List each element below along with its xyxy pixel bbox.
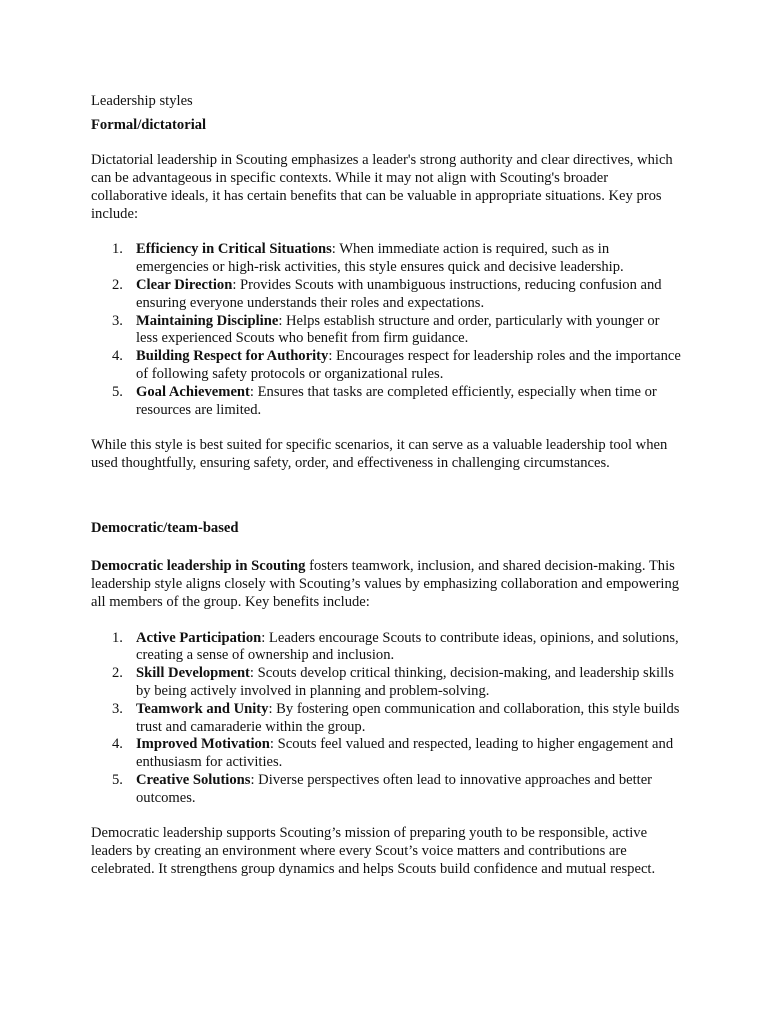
section-outro-democratic: Democratic leadership supports Scouting’s mission of preparing youth to be responsible, active leaders by creating an environment where every Scout’s voice matters and contributions are celebrated. It strengthens group dynamics and helps Scouts build confidence and mutual respect. bbox=[91, 825, 656, 877]
list-item bbox=[91, 348, 683, 384]
section-heading-democratic: Democratic/team-based bbox=[91, 519, 239, 536]
intro-rest: fosters teamwork, inclusion, and shared decision-making. This leadership style aligns closely with Scouting’s values by emphasizing collaboration and empowering all members of the group. Key benefits include: bbox=[91, 558, 680, 610]
list-number: 5. bbox=[112, 383, 123, 400]
list-item bbox=[91, 772, 683, 808]
list-item-term: Creative Solutions bbox=[136, 771, 251, 788]
spacer bbox=[91, 135, 683, 153]
document-page bbox=[91, 93, 683, 879]
list-item bbox=[91, 241, 683, 277]
list-item-term: Building Respect for Authority bbox=[136, 348, 329, 365]
list-item bbox=[91, 701, 683, 737]
list-item bbox=[91, 665, 683, 701]
spacer bbox=[91, 538, 683, 556]
list-item-term: Skill Development bbox=[136, 665, 250, 682]
pros-list-formal bbox=[91, 241, 683, 419]
benefits-list-democratic bbox=[91, 630, 683, 808]
list-number: 5. bbox=[112, 771, 123, 788]
spacer bbox=[91, 502, 683, 520]
list-item bbox=[91, 277, 683, 313]
list-item-term: Improved Motivation bbox=[136, 736, 270, 753]
list-number: 1. bbox=[112, 629, 123, 646]
list-item bbox=[91, 313, 683, 349]
list-number: 3. bbox=[112, 312, 123, 329]
list-item-desc: : Helps establish structure and order, particularly with younger or less experienced Scouts who benefit from firm guidance. bbox=[136, 312, 660, 347]
section-heading-formal: Formal/dictatorial bbox=[91, 116, 207, 133]
list-item bbox=[91, 630, 683, 666]
list-number: 2. bbox=[112, 276, 123, 293]
list-item bbox=[91, 384, 683, 420]
list-number: 1. bbox=[112, 241, 123, 258]
section-outro-formal: While this style is best suited for specific scenarios, it can serve as a valuable leadership tool when used thoughtfully, ensuring safety, order, and effectiveness in challenging circumstances. bbox=[91, 437, 668, 471]
list-item-desc: : Scouts feel valued and respected, leading to higher engagement and enthusiasm for activities. bbox=[136, 736, 674, 771]
spacer bbox=[91, 612, 683, 630]
spacer bbox=[91, 419, 683, 437]
list-item-desc: : By fostering open communication and collaboration, this style builds trust and camaraderie within the group. bbox=[136, 700, 680, 735]
spacer bbox=[91, 473, 683, 502]
list-item-term: Clear Direction bbox=[136, 276, 233, 293]
list-number: 4. bbox=[112, 348, 123, 365]
spacer bbox=[91, 807, 683, 825]
list-item-term: Maintaining Discipline bbox=[136, 312, 279, 329]
list-item-term: Teamwork and Unity bbox=[136, 700, 269, 717]
list-item-desc: : Encourages respect for leadership roles and the importance of following safety protocols or organizational rules. bbox=[136, 348, 681, 382]
list-number: 4. bbox=[112, 736, 123, 753]
list-number: 3. bbox=[112, 700, 123, 717]
list-item-term: Efficiency in Critical Situations bbox=[136, 241, 332, 258]
spacer bbox=[91, 224, 683, 242]
document-title: Leadership styles bbox=[91, 93, 193, 109]
list-item bbox=[91, 736, 683, 772]
list-item-desc: : Leaders encourage Scouts to contribute ideas, opinions, and solutions, creating a sense of ownership and inclusion. bbox=[136, 629, 679, 664]
list-item-desc: : Provides Scouts with unambiguous instructions, reducing confusion and ensuring everyone understands their roles and expectations. bbox=[136, 276, 662, 311]
section-intro-formal: Dictatorial leadership in Scouting emphasizes a leader's strong authority and clear directives, which can be advantageous in specific contexts. While it may not align with Scouting's broader collaborative ideals, it has certain benefits that can be valuable in appropriate situations. Key pros include: bbox=[91, 152, 673, 222]
list-item-term: Goal Achievement bbox=[136, 383, 250, 400]
list-item-desc: : Diverse perspectives often lead to innovative approaches and better outcomes. bbox=[136, 771, 653, 806]
section-intro-democratic bbox=[91, 558, 683, 611]
list-item-desc: : Ensures that tasks are completed efficiently, especially when time or resources are limited. bbox=[136, 383, 657, 418]
list-item-term: Active Participation bbox=[136, 629, 262, 646]
list-item-desc: : When immediate action is required, such as in emergencies or high-risk activities, this style ensures quick and decisive leadership. bbox=[136, 241, 624, 276]
list-number: 2. bbox=[112, 665, 123, 682]
list-item-desc: : Scouts develop critical thinking, decision-making, and leadership skills by being actively involved in planning and problem-solving. bbox=[136, 665, 674, 699]
intro-bold-lead: Democratic leadership in Scouting bbox=[91, 558, 306, 575]
